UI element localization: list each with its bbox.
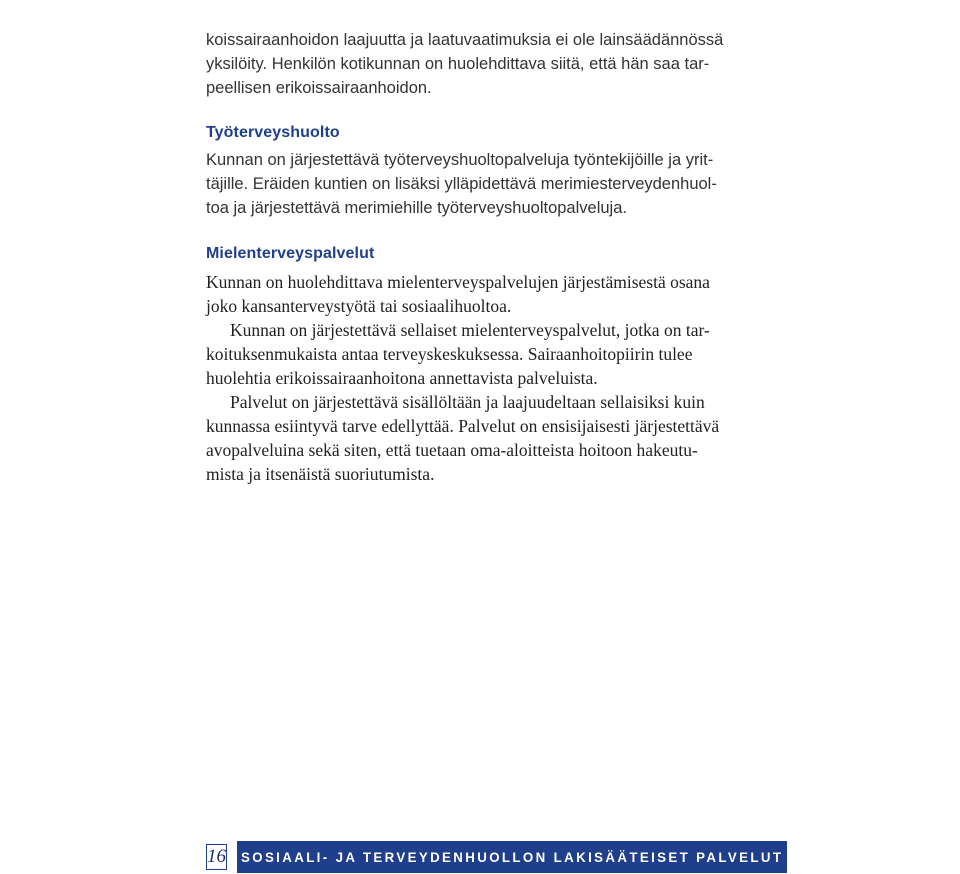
- section-heading-mielenterveyspalvelut: Mielenterveyspalvelut: [206, 245, 375, 262]
- footer-title: SOSIAALI- JA TERVEYDENHUOLLON LAKISÄÄTEISET PALVELUT: [240, 849, 784, 865]
- body-line: kunnassa esiintyvä tarve edellyttää. Palvelut on ensisijaisesti järjestettävä: [206, 416, 720, 436]
- page-number: 16: [206, 844, 227, 870]
- body-line: koituksenmukaista antaa terveyskeskuksessa. Sairaanhoitopiirin tulee: [206, 344, 693, 364]
- body-line: koissairaanhoidon laajuutta ja laatuvaatimuksia ei ole lainsäädännössä: [206, 31, 724, 49]
- body-line: joko kansanterveystyötä tai sosiaalihuoltoa.: [206, 296, 512, 316]
- page-footer: [206, 841, 784, 873]
- section-heading-tyoterveyshuolto: Työterveyshuolto: [206, 124, 340, 141]
- body-line: peellisen erikoissairaanhoidon.: [206, 79, 432, 97]
- footer-banner: [237, 841, 787, 873]
- body-line: Kunnan on järjestettävä sellaiset mielenterveyspalvelut, jotka on tar-: [230, 320, 710, 340]
- body-line: huolehtia erikoissairaanhoitona annettavista palveluista.: [206, 368, 598, 388]
- body-line: Kunnan on järjestettävä työterveyshuoltopalveluja työntekijöille ja yrit-: [206, 151, 714, 169]
- body-line: yksilöity. Henkilön kotikunnan on huolehdittava siitä, että hän saa tar-: [206, 55, 710, 73]
- body-line: toa ja järjestettävä merimiehille työterveyshuoltopalveluja.: [206, 199, 627, 217]
- body-line: täjille. Eräiden kuntien on lisäksi ylläpidettävä merimiesterveydenhuol-: [206, 175, 717, 193]
- body-line: Kunnan on huolehdittava mielenterveyspalvelujen järjestämisestä osana: [206, 272, 710, 292]
- body-line: avopalveluina sekä siten, että tuetaan oma-aloitteista hoitoon hakeutu-: [206, 440, 698, 460]
- body-line: mista ja itsenäistä suoriutumista.: [206, 464, 435, 484]
- body-line: Palvelut on järjestettävä sisällöltään ja laajuudeltaan sellaisiksi kuin: [230, 392, 705, 412]
